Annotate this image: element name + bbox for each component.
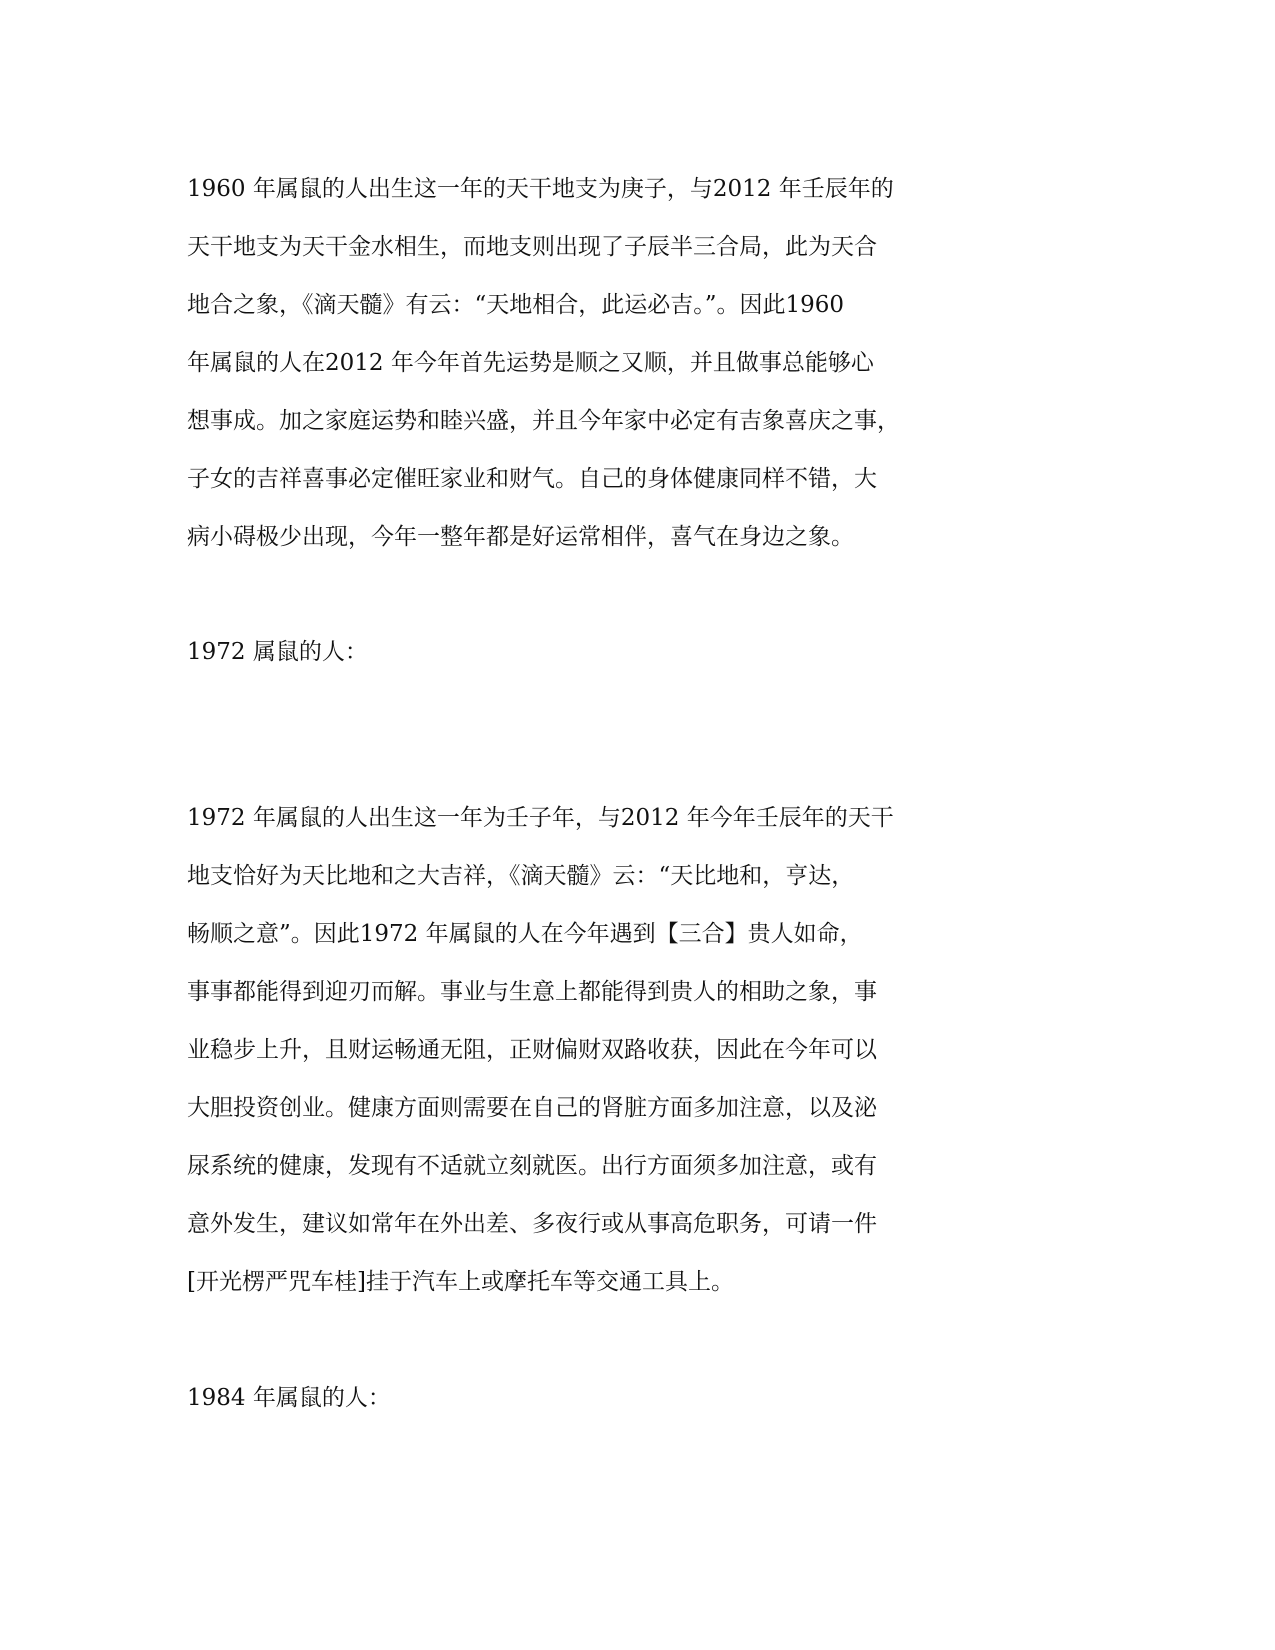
paragraph-line: 地支恰好为天比地和之大吉祥，《滴天髓》云：“天比地和，亨达， xyxy=(187,863,855,889)
paragraph-line: 事事都能得到迎刃而解。事业与生意上都能得到贵人的相助之象，事 xyxy=(187,979,877,1005)
paragraph-line: 地合之象，《滴天髓》有云：“天地相合，此运必吉。”。因此1960 xyxy=(187,292,845,318)
paragraph-line: 业稳步上升，且财运畅通无阻，正财偏财双路收获，因此在今年可以 xyxy=(187,1037,877,1063)
paragraph-line: 1972 年属鼠的人出生这一年为壬子年，与2012 年今年壬辰年的天干 xyxy=(187,805,894,831)
paragraph-line: 年属鼠的人在2012 年今年首先运势是顺之又顺，并且做事总能够心 xyxy=(187,350,874,376)
paragraph-line: 病小碍极少出现，今年一整年都是好运常相伴，喜气在身边之象。 xyxy=(187,524,854,550)
section-heading: 1984 年属鼠的人： xyxy=(187,1385,391,1411)
paragraph-line: 天干地支为天干金水相生，而地支则出现了子辰半三合局，此为天合 xyxy=(187,234,877,260)
section-heading: 1972 属鼠的人： xyxy=(187,639,368,665)
paragraph-line: 想事成。加之家庭运势和睦兴盛，并且今年家中必定有吉象喜庆之事， xyxy=(187,408,900,434)
paragraph-line: 1960 年属鼠的人出生这一年的天干地支为庚子，与2012 年壬辰年的 xyxy=(187,176,894,202)
paragraph-line: 意外发生，建议如常年在外出差、多夜行或从事高危职务，可请一件 xyxy=(187,1211,877,1237)
paragraph-line: 尿系统的健康，发现有不适就立刻就医。出行方面须多加注意，或有 xyxy=(187,1153,877,1179)
paragraph-line: 子女的吉祥喜事必定催旺家业和财气。自己的身体健康同样不错，大 xyxy=(187,466,877,492)
paragraph-line: [开光楞严咒车桂]挂于汽车上或摩托车等交通工具上。 xyxy=(187,1269,734,1295)
paragraph-line: 大胆投资创业。健康方面则需要在自己的肾脏方面多加注意，以及泌 xyxy=(187,1095,877,1121)
paragraph-line: 畅顺之意”。因此1972 年属鼠的人在今年遇到【三合】贵人如命， xyxy=(187,921,863,947)
